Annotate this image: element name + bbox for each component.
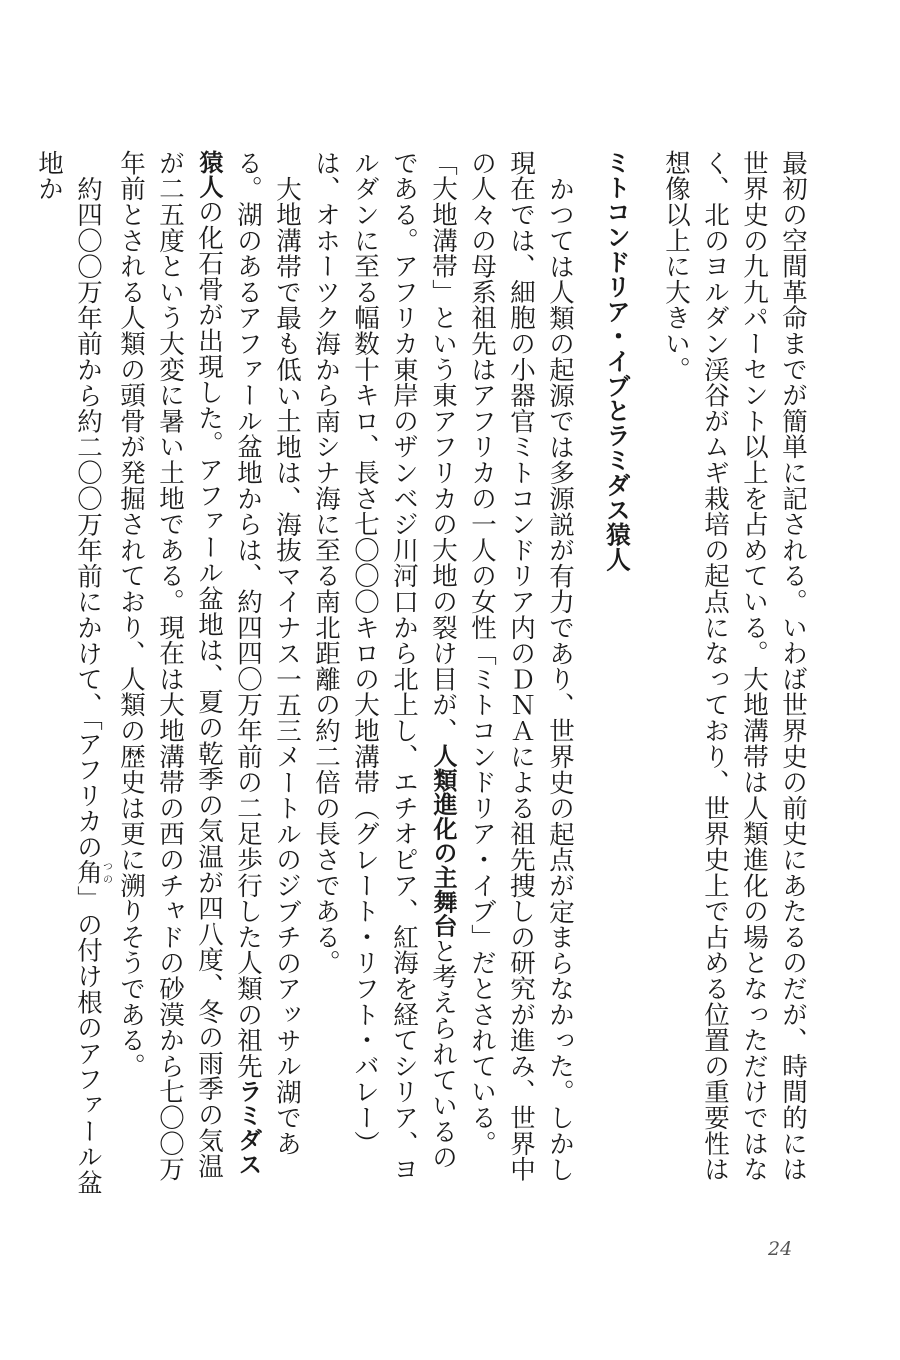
- paragraph-rift: [111, 150, 306, 1195]
- paragraph-horn: [29, 150, 111, 1195]
- paragraph-origin: [306, 150, 579, 1195]
- paragraph-text: 最初の空間革命までが簡単に記される。いわば世界史の前史にあたるのだが、時間的には世界史の九九パーセント以上を占めている。大地溝帯は人類進化の場となっただけではなく、北のヨルダン渓谷がムギ栽培の起点になっており、世界史上で占める位置の重要性は想像以上に大きい。: [661, 150, 808, 1182]
- section-heading: ミトコンドリア・イブとラミダス猿人: [603, 150, 632, 572]
- body-text: [34, 150, 812, 1195]
- paragraph-text: 約四〇〇万年前から約二〇〇万年前にかけて、「アフリカの: [73, 175, 103, 860]
- paragraph-text: かつては人類の起源では多源説が有力であり、世界史の起点が定まらなかった。しかし現在では、細胞の小器官ミトコンドリア内のＤＮＡによる祖先捜しの研究が進み、世界中の人々の母系祖先はアフリカの一人の女性「ミトコンドリア・イブ」だとされている。「大地溝帯」という東アフリカの大地の裂け目が、: [428, 150, 575, 1182]
- page-number: 24: [768, 1238, 793, 1260]
- paragraph-text: と考えられているのである。アフリカ東岸のザンベジ川河口から北上し、エチオピア、紅海を経てシリア、ヨルダンに至る幅数十キロ、長さ七〇〇〇キロの大地溝帯（グレート・リフト・バレー）は、オホーツク海から南シナ海に至る南北距離の約二倍の長さである。: [311, 150, 458, 1182]
- paragraph-text: 大地溝帯で最も低い土地は、海抜マイナス一五三メートルのジブチのアッサル湖である。湖のあるアファール盆地からは、約四四〇万年前の二足歩行した人類の祖先: [233, 150, 302, 1156]
- paragraph-continued: [656, 150, 812, 1195]
- paragraph-text: の化石骨が出現した。アファール盆地は、夏の乾季の気温が四八度、冬の雨季の気温が二五度という大変に暑い土地である。現在は大地溝帯の西のチャドの砂漠から七〇〇万年前とされる人類の頭骨が発掘されており、人類の歴史は更に溯りそうである。: [116, 150, 224, 1182]
- paragraph-text: 」の付け根のアファール盆地か: [34, 150, 103, 1195]
- ruby-annotation: [73, 859, 112, 886]
- ruby-reading: つの: [100, 859, 112, 886]
- emphasis-text: 人類進化の主舞台: [429, 743, 457, 938]
- emphasis-text: ラミダス猿人: [195, 150, 262, 1177]
- ruby-base: 角: [73, 859, 103, 886]
